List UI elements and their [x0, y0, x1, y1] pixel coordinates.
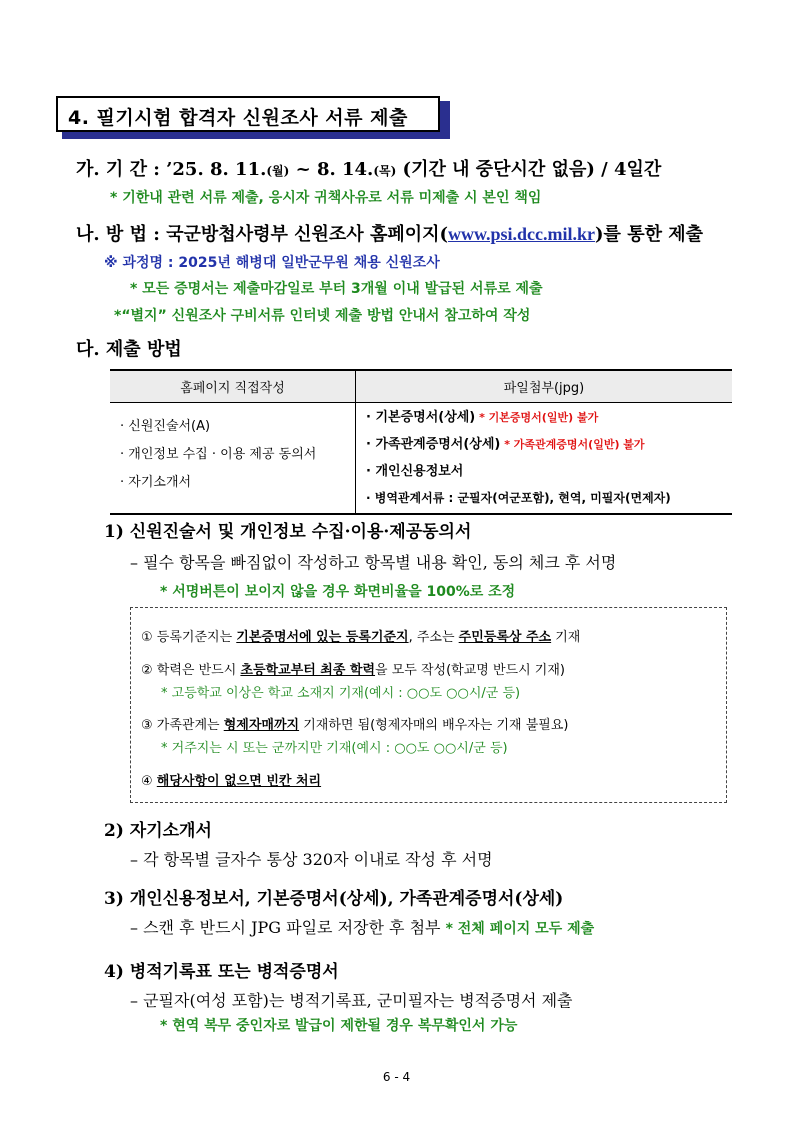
method-label: 나. 방 법 : 국군방첩사령부 신원조사 홈페이지( [76, 224, 449, 245]
subsection-3-line [130, 915, 594, 938]
instruction-text: 을 모두 작성(학교명 반드시 기재) [375, 663, 565, 678]
subsection-3-note: * 전체 페이지 모두 제출 [445, 921, 595, 937]
method-note-1: * 모든 증명서는 제출마감일로 부터 3개월 이내 발급된 서류로 제출 [130, 281, 543, 297]
instruction-3 [141, 714, 569, 733]
attach-item-text: · 가족관계증명서(상세) [366, 437, 501, 452]
instruction-emphasis: 기본증명서에 있는 등록기준지 [236, 630, 409, 645]
instruction-text: 기재 [551, 630, 581, 645]
list-item: · 개인정보 수집 · 이용 제공 동의서 [120, 447, 317, 462]
instruction-emphasis: 해당사항이 없으면 빈칸 처리 [156, 774, 322, 789]
instruction-text: ④ [141, 774, 157, 789]
subsection-4-title: 4) 병적기록표 또는 병적증명서 [104, 962, 339, 982]
instruction-text: 기재하면 됨(형제자매의 배우자는 기재 불필요) [299, 718, 569, 733]
attach-item-text: · 개인신용정보서 [366, 464, 464, 479]
instruction-2-note: * 고등학교 이상은 학교 소재지 기재(예시 : ○○도 ○○시/군 등) [161, 686, 521, 701]
submission-table [110, 369, 732, 515]
list-item [356, 404, 732, 431]
course-name: ※ 과정명 : 2025년 해병대 일반군무원 채용 신원조사 [104, 255, 440, 271]
instruction-text: ① 등록기준지는 [141, 630, 237, 645]
list-item [356, 485, 732, 512]
instruction-emphasis: 주민등록상 주소 [458, 630, 552, 645]
method-note-2: *“별지” 신원조사 구비서류 인터넷 제출 방법 안내서 참고하여 작성 [114, 308, 531, 324]
instruction-2 [141, 659, 565, 678]
instruction-1 [141, 626, 580, 645]
submit-method-heading: 다. 제출 방법 [76, 339, 182, 360]
instruction-emphasis: 형제자매까지 [223, 718, 300, 733]
subsection-4-desc: – 군필자(여성 포함)는 병적기록표, 군미필자는 병적증명서 제출 [130, 991, 573, 1010]
period-note: * 기한내 관련 서류 제출, 응시자 귀책사유로 서류 미제출 시 본인 책임 [110, 190, 542, 206]
instruction-box [130, 607, 727, 803]
list-item [356, 431, 732, 458]
psi-website-link[interactable]: www.psi.dcc.mil.kr [448, 224, 596, 244]
method-line [76, 220, 703, 246]
period-weekday-start: (월) [266, 164, 290, 178]
method-tail: )를 통한 제출 [595, 224, 704, 245]
attach-item-note: * 가족관계증명서(일반) 불가 [500, 438, 645, 451]
subsection-4-note: * 현역 복무 중인자로 발급이 제한될 경우 복무확인서 가능 [160, 1018, 518, 1034]
attach-item-note: * 기본증명서(일반) 불가 [475, 411, 599, 424]
page-number: 6 - 4 [382, 1070, 411, 1084]
period-rest: (기간 내 중단시간 없음) / 4일간 [396, 159, 662, 180]
subsection-1-note: * 서명버튼이 보이지 않을 경우 화면비율을 100%로 조정 [160, 584, 516, 600]
period-label: 가. 기 간 : ’25. 8. 11. [76, 159, 267, 180]
section-header [56, 96, 440, 132]
subsection-2-title: 2) 자기소개서 [104, 821, 212, 841]
attach-item-text: · 병역관계서류 : 군필자(여군포함), 현역, 미필자(면제자) [366, 491, 671, 505]
attach-item-text: · 기본증명서(상세) [366, 410, 476, 425]
list-item: · 신원진술서(A) [120, 419, 211, 434]
subsection-3-title: 3) 개인신용정보서, 기본증명서(상세), 가족관계증명서(상세) [104, 889, 564, 909]
instruction-emphasis: 초등학교부터 최종 학력 [240, 663, 376, 678]
subsection-1-desc: – 필수 항목을 빠짐없이 작성하고 항목별 내용 확인, 동의 체크 후 서명 [130, 553, 617, 572]
subsection-2-desc: – 각 항목별 글자수 통상 320자 이내로 작성 후 서명 [130, 850, 493, 869]
table-header-attach: 파일첨부(jpg) [356, 370, 733, 403]
subsection-3-desc: – 스캔 후 반드시 JPG 파일로 저장한 후 첨부 [130, 918, 446, 937]
direct-entry-cell [110, 403, 356, 515]
list-item: · 자기소개서 [120, 475, 192, 490]
subsection-1-title: 1) 신원진술서 및 개인정보 수집·이용·제공동의서 [104, 522, 472, 542]
section-title: 4. 필기시험 합격자 신원조사 서류 제출 [68, 107, 408, 129]
period-line [76, 155, 661, 181]
list-item [356, 458, 732, 485]
instruction-text: ② 학력은 반드시 [141, 663, 241, 678]
period-weekday-end: (목) [373, 164, 397, 178]
instruction-3-note: * 거주지는 시 또는 군까지만 기재(예시 : ○○도 ○○시/군 등) [161, 741, 508, 756]
attach-file-cell [356, 403, 733, 515]
table-header-direct: 홈페이지 직접작성 [110, 370, 356, 403]
instruction-4 [141, 770, 321, 789]
instruction-text: , 주소는 [408, 630, 459, 645]
period-end: ~ 8. 14. [289, 159, 374, 180]
instruction-text: ③ 가족관계는 [141, 718, 224, 733]
